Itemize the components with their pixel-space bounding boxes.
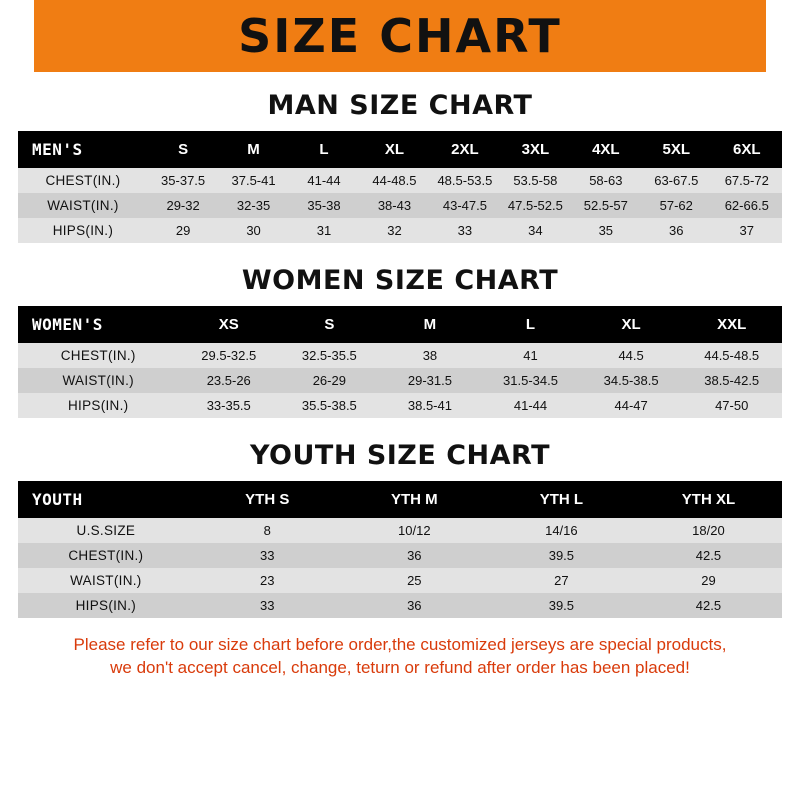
women-cell-1-4: 34.5-38.5	[603, 373, 659, 388]
men-row-label-0: CHEST(IN.)	[45, 173, 121, 188]
women-cell-1-3: 31.5-34.5	[503, 373, 558, 388]
women-cell-0-0: 29.5-32.5	[201, 348, 257, 363]
women-col-header-1: XS	[218, 316, 239, 333]
women-col-header-2: S	[324, 316, 335, 333]
women-cell-2-2: 38.5-41	[407, 398, 452, 413]
women-cell-2-5: 47-50	[715, 398, 749, 413]
men-col-header-7: 4XL	[592, 141, 620, 158]
table-row	[18, 193, 782, 218]
youth-col-header-3: YTH L	[539, 491, 584, 508]
footer-note-line-1: Please refer to our size chart before order,the customized jerseys are special products,	[73, 635, 727, 654]
women-col-header-0: WOMEN'S	[32, 315, 103, 334]
page-banner	[0, 0, 800, 72]
table-row	[18, 168, 782, 193]
youth-col-header-2: YTH M	[390, 491, 438, 508]
youth-cell-2-1: 25	[407, 573, 422, 588]
men-cell-1-7: 57-62	[659, 198, 693, 213]
men-col-header-0: MEN'S	[32, 140, 83, 159]
table-row	[18, 393, 782, 418]
youth-cell-1-3: 42.5	[695, 548, 722, 563]
women-row-label-0: CHEST(IN.)	[60, 348, 136, 363]
men-cell-0-1: 37.5-41	[231, 173, 276, 188]
table-row	[18, 543, 782, 568]
men-cell-0-3: 44-48.5	[372, 173, 417, 188]
women-row-label-1: WAIST(IN.)	[62, 373, 134, 388]
table-header-row	[18, 131, 782, 168]
table-row	[18, 343, 782, 368]
women-cell-2-4: 44-47	[614, 398, 648, 413]
youth-row-label-1: CHEST(IN.)	[68, 548, 144, 563]
men-col-header-2: M	[247, 141, 260, 158]
men-cell-2-7: 36	[669, 223, 684, 238]
women-col-header-3: M	[423, 316, 437, 333]
men-row-label-1: WAIST(IN.)	[47, 198, 119, 213]
men-cell-0-7: 63-67.5	[654, 173, 699, 188]
men-cell-2-0: 29	[175, 223, 191, 238]
women-cell-2-0: 33-35.5	[206, 398, 251, 413]
men-cell-2-6: 35	[598, 223, 614, 238]
chart-content	[0, 90, 800, 680]
youth-cell-0-1: 10/12	[398, 523, 431, 538]
youth-cell-3-2: 39.5	[548, 598, 575, 613]
youth-cell-1-1: 36	[407, 548, 422, 563]
table-row	[18, 593, 782, 618]
men-col-header-4: XL	[384, 141, 405, 158]
women-cell-1-0: 23.5-26	[206, 373, 251, 388]
men-cell-2-8: 37	[739, 223, 754, 238]
women-row-label-2: HIPS(IN.)	[67, 398, 129, 413]
table-row	[18, 218, 782, 243]
men-col-header-1: S	[178, 141, 189, 158]
women-size-table	[18, 306, 782, 418]
women-cell-0-2: 38	[422, 348, 438, 363]
youth-cell-1-0: 33	[260, 548, 275, 563]
men-col-header-6: 3XL	[521, 141, 550, 158]
table-header-row	[18, 306, 782, 343]
youth-cell-2-0: 23	[260, 573, 275, 588]
women-cell-2-1: 35.5-38.5	[301, 398, 357, 413]
youth-cell-3-1: 36	[407, 598, 422, 613]
men-cell-0-8: 67.5-72	[724, 173, 769, 188]
men-col-header-5: 2XL	[451, 141, 479, 158]
youth-cell-2-3: 29	[701, 573, 716, 588]
men-cell-2-4: 33	[457, 223, 473, 238]
men-cell-2-3: 32	[387, 223, 402, 238]
men-col-header-9: 6XL	[732, 141, 761, 158]
men-cell-1-0: 29-32	[166, 198, 200, 213]
youth-col-header-0: YOUTH	[32, 490, 83, 509]
youth-cell-0-0: 8	[263, 523, 271, 538]
men-cell-1-4: 43-47.5	[442, 198, 487, 213]
table-header-row	[18, 481, 782, 518]
men-cell-1-6: 52.5-57	[583, 198, 628, 213]
women-col-header-4: L	[525, 316, 536, 333]
men-cell-2-2: 31	[316, 223, 332, 238]
men-size-table	[18, 131, 782, 243]
women-cell-0-1: 32.5-35.5	[301, 348, 357, 363]
men-cell-0-0: 35-37.5	[161, 173, 206, 188]
table-row	[18, 368, 782, 393]
men-cell-1-3: 38-43	[377, 198, 412, 213]
men-cell-0-4: 48.5-53.5	[437, 173, 493, 188]
women-cell-1-5: 38.5-42.5	[704, 373, 760, 388]
women-cell-1-2: 29-31.5	[407, 373, 452, 388]
men-cell-1-5: 47.5-52.5	[507, 198, 563, 213]
women-cell-0-4: 44.5	[618, 348, 644, 363]
table-row	[18, 568, 782, 593]
men-cell-1-8: 62-66.5	[724, 198, 769, 213]
youth-size-table	[18, 481, 782, 618]
men-section-title: MAN SIZE CHART	[267, 90, 533, 121]
youth-col-header-1: YTH S	[245, 491, 290, 508]
youth-row-label-2: WAIST(IN.)	[70, 573, 142, 588]
men-col-header-3: L	[319, 141, 329, 158]
table-row	[18, 518, 782, 543]
youth-row-label-3: HIPS(IN.)	[75, 598, 137, 613]
youth-cell-1-2: 39.5	[548, 548, 575, 563]
page-title: SIZE CHART	[238, 9, 562, 63]
youth-cell-0-2: 14/16	[545, 523, 578, 538]
footer-note-line-2: we don't accept cancel, change, teturn or refund after order has been placed!	[110, 657, 690, 677]
men-cell-2-5: 34	[528, 223, 543, 238]
men-cell-1-2: 35-38	[307, 198, 341, 213]
youth-cell-3-0: 33	[260, 598, 275, 613]
women-cell-1-1: 26-29	[312, 373, 346, 388]
men-cell-0-2: 41-44	[307, 173, 341, 188]
men-cell-2-1: 30	[246, 223, 261, 238]
youth-cell-2-2: 27	[554, 573, 569, 588]
men-col-header-8: 5XL	[662, 141, 691, 158]
youth-col-header-4: YTH XL	[681, 491, 736, 508]
youth-cell-3-3: 42.5	[695, 598, 722, 613]
women-section-title: WOMEN SIZE CHART	[241, 265, 559, 296]
women-cell-0-3: 41	[523, 348, 538, 363]
youth-cell-0-3: 18/20	[692, 523, 725, 538]
youth-section-title: YOUTH SIZE CHART	[249, 440, 551, 471]
youth-row-label-0: U.S.SIZE	[76, 523, 136, 538]
footer-note	[18, 634, 782, 680]
women-col-header-6: XXL	[717, 316, 747, 333]
women-cell-0-5: 44.5-48.5	[704, 348, 760, 363]
women-col-header-5: XL	[621, 316, 641, 333]
men-cell-1-1: 32-35	[236, 198, 271, 213]
men-cell-0-5: 53.5-58	[513, 173, 558, 188]
women-cell-2-3: 41-44	[513, 398, 548, 413]
men-cell-0-6: 58-63	[589, 173, 623, 188]
men-row-label-2: HIPS(IN.)	[52, 223, 114, 238]
